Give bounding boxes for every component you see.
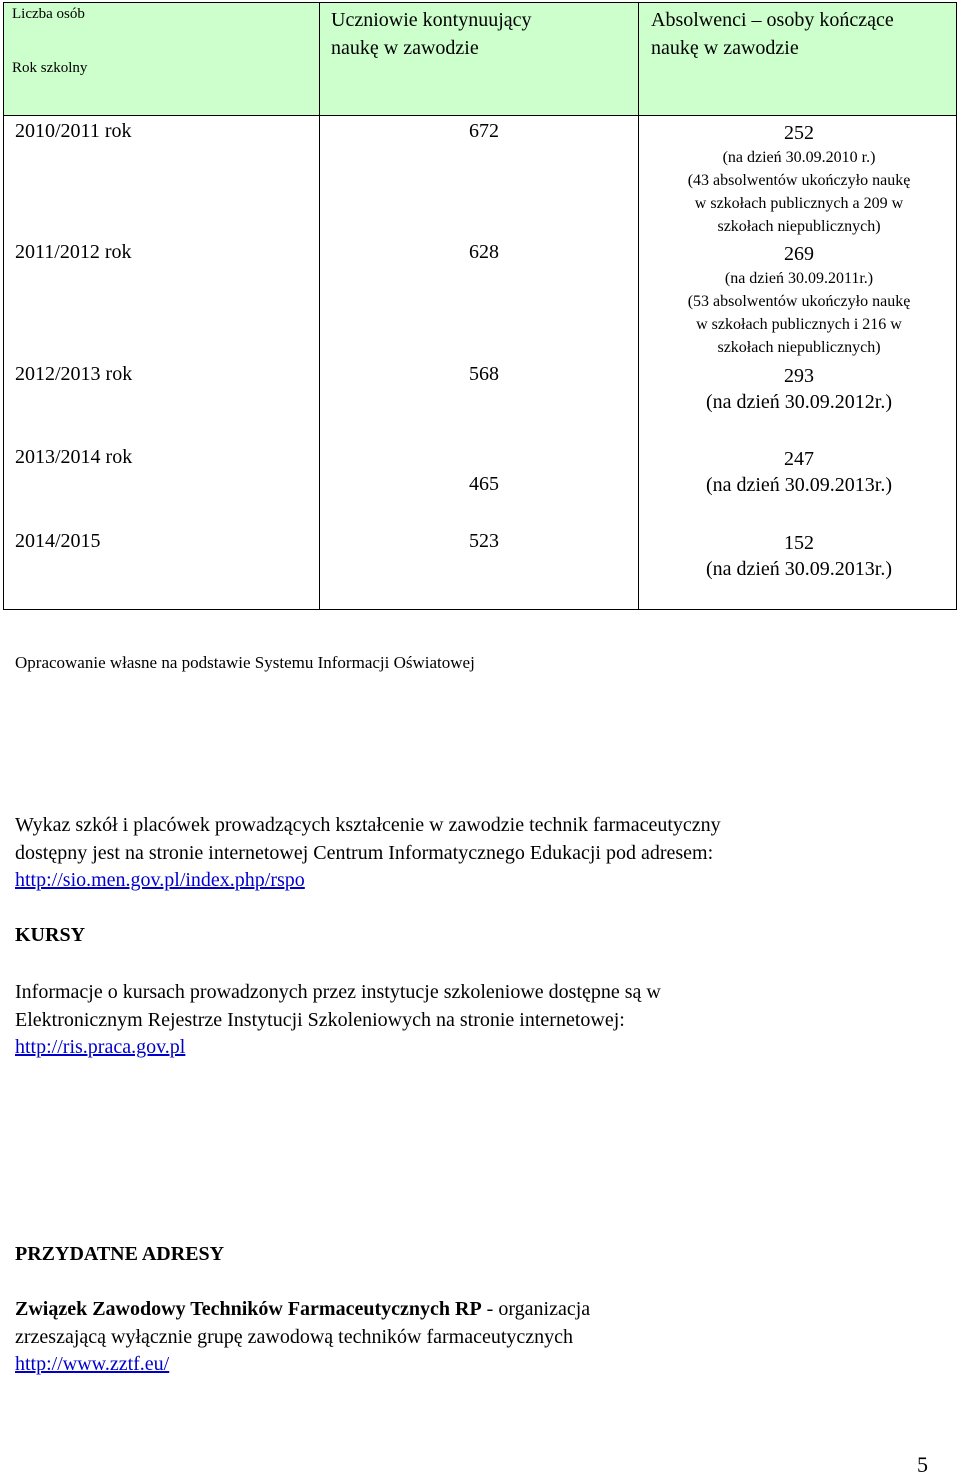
row-year: 2014/2015 xyxy=(15,530,101,552)
header-graduates: Absolwenci – osoby kończące naukę w zawodzie xyxy=(651,9,894,59)
header-students: Uczniowie kontynuujący naukę w zawodzie xyxy=(331,9,532,59)
courses-heading: KURSY xyxy=(15,924,86,946)
header-corner-bottom: Rok szkolny xyxy=(12,60,88,76)
row-students: 523 xyxy=(469,530,499,552)
ris-link[interactable]: http://ris.praca.gov.pl xyxy=(15,1036,186,1058)
row-year: 2011/2012 rok xyxy=(15,241,132,263)
row-graduates-cell: 293 (na dzień 30.09.2012r.) xyxy=(705,365,893,413)
row-year: 2010/2011 rok xyxy=(15,120,132,142)
row-graduates-cell: 252 (na dzień 30.09.2010 r.) (43 absolwentów ukończyło naukę w szkołach publicznych a 209 w szkołach niepublicznych) xyxy=(687,122,911,235)
row-graduates-cell: 247 (na dzień 30.09.2013r.) xyxy=(705,448,893,496)
source-note: Opracowanie własne na podstawie Systemu Informacji Oświatowej xyxy=(15,653,475,672)
org-desc: - organizacja xyxy=(481,1298,591,1320)
sio-link[interactable]: http://sio.men.gov.pl/index.php/rspo xyxy=(15,869,305,891)
row-students: 465 xyxy=(469,473,499,495)
row-graduates-cell: 269 (na dzień 30.09.2011r.) (53 absolwentów ukończyło naukę w szkołach publicznych i 216 w szkołach niepublicznych) xyxy=(687,243,911,356)
courses-paragraph: Informacje o kursach prowadzonych przez instytucje szkoleniowe dostępne są w Elektronicznym Rejestrze Instytucji Szkoleniowych na stronie internetowej: http://ris.praca.gov.pl xyxy=(15,981,661,1058)
page-number: 5 xyxy=(917,1452,928,1477)
row-students: 568 xyxy=(469,363,499,385)
addresses-paragraph: Związek Zawodowy Techników Farmaceutycznych RP - organizacja zrzeszającą wyłącznie grupę zawodową techników farmaceutycznych http://www.zztf.eu/ xyxy=(15,1298,591,1375)
zztf-link[interactable]: http://www.zztf.eu/ xyxy=(15,1353,170,1375)
graduates-table xyxy=(3,2,957,610)
row-students: 628 xyxy=(469,241,499,263)
row-year: 2013/2014 rok xyxy=(15,446,133,468)
schools-paragraph: Wykaz szkół i placówek prowadzących kształcenie w zawodzie technik farmaceutyczny dostępny jest na stronie internetowej Centrum Informatycznego Edukacji pod adresem: http://sio.men.gov.pl/index.php/rspo xyxy=(15,814,721,891)
addresses-heading: PRZYDATNE ADRESY xyxy=(15,1243,225,1265)
row-students: 672 xyxy=(469,120,499,142)
org-name: Związek Zawodowy Techników Farmaceutycznych RP xyxy=(15,1298,482,1320)
row-year: 2012/2013 rok xyxy=(15,363,133,385)
header-corner-top: Liczba osób xyxy=(12,6,85,22)
row-graduates-cell: 152 (na dzień 30.09.2013r.) xyxy=(705,532,893,580)
